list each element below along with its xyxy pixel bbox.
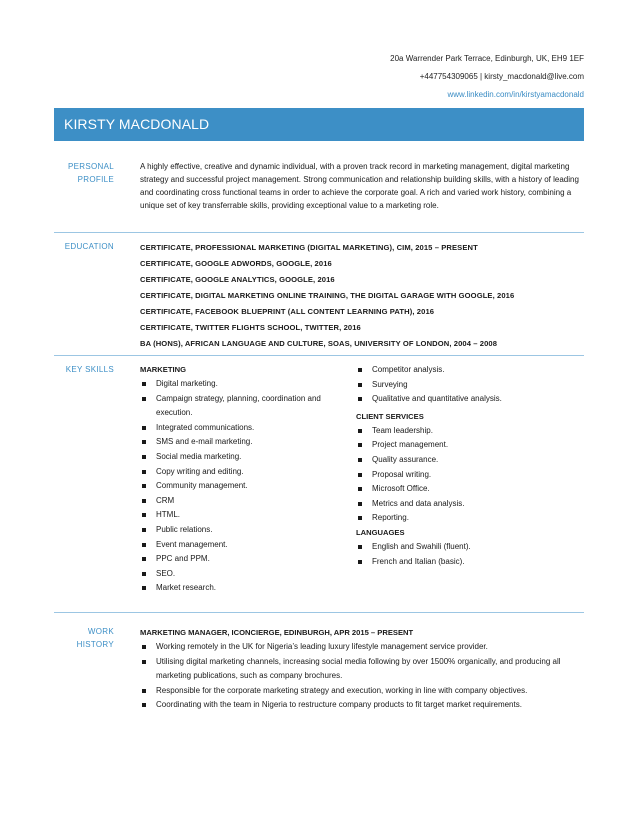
list-item-text: HTML.	[156, 510, 180, 520]
list-item	[140, 494, 350, 509]
section-divider	[54, 232, 584, 233]
bullet-icon	[142, 703, 146, 707]
profile-label-line1: PERSONAL	[68, 162, 114, 171]
marketing-heading: MARKETING	[140, 365, 186, 374]
bullet-icon	[358, 443, 362, 447]
education-item: CERTIFICATE, GOOGLE ANALYTICS, GOOGLE, 2016	[140, 275, 335, 284]
bullet-icon	[358, 560, 362, 564]
client-services-heading: CLIENT SERVICES	[356, 411, 424, 421]
profile-text: A highly effective, creative and dynamic individual, with a proven track record in marketing management, digital marketing strategy and successful project management. Strong communication and relationship building skills, with a history of leading and coordinating cross functional teams in order to achieve the corporate goal. A rich and varied work history, combining a unique set of key transferrable skills, providing exceptional value to a marketing role.	[140, 162, 579, 210]
contact-address: 20a Warrender Park Terrace, Edinburgh, UK, EH9 1EF	[390, 54, 584, 63]
list-item-text: Utilising digital marketing channels, increasing social media following by over 1500% organically, and producing all marketing publications, such as company brochures.	[156, 656, 561, 681]
list-item-text: Project management.	[372, 440, 449, 450]
bullet-icon	[142, 426, 146, 430]
list-item-text: Responsible for the corporate marketing strategy and execution, working in line with company objectives.	[156, 685, 528, 695]
bullet-icon	[358, 545, 362, 549]
bullet-icon	[142, 397, 146, 401]
section-divider	[54, 612, 584, 613]
contact-phone-email: +447754309065 | kirsty_macdonald@live.com	[419, 72, 584, 81]
education-list	[140, 240, 582, 352]
bullet-icon	[142, 484, 146, 488]
list-item	[356, 555, 582, 570]
candidate-name: KIRSTY MACDONALD	[64, 116, 210, 132]
list-item	[356, 438, 582, 453]
list-item-text: Event management.	[156, 539, 228, 549]
languages-list	[356, 540, 582, 569]
list-item-text: Surveying	[372, 379, 408, 389]
bullet-icon	[358, 473, 362, 477]
list-item	[356, 497, 582, 512]
bullet-icon	[142, 586, 146, 590]
contact-website-link[interactable]: www.linkedin.com/in/kirstyamacdonald	[447, 90, 584, 99]
bullet-icon	[358, 383, 362, 387]
education-item: CERTIFICATE, TWITTER FLIGHTS SCHOOL, TWITTER, 2016	[140, 323, 361, 332]
education-item: CERTIFICATE, PROFESSIONAL MARKETING (DIGITAL MARKETING), CIM, 2015 – PRESENT	[140, 243, 478, 252]
profile-label-line2: PROFILE	[77, 175, 114, 184]
list-item	[140, 523, 350, 538]
bullet-icon	[142, 543, 146, 547]
list-item	[140, 698, 582, 713]
list-item	[140, 479, 350, 494]
list-item-text: Working remotely in the UK for Nigeria’s leading luxury lifestyle management service provider.	[156, 642, 488, 651]
bullet-icon	[142, 557, 146, 561]
list-item	[140, 684, 582, 699]
list-item-text: Team leadership.	[372, 425, 433, 435]
list-item-text: Competitor analysis.	[372, 365, 445, 374]
skills-content	[140, 363, 582, 603]
list-item-text: Social media marketing.	[156, 451, 242, 461]
list-item-text: PPC and PPM.	[156, 554, 210, 564]
bullet-icon	[142, 689, 146, 693]
list-item	[140, 581, 350, 596]
list-item	[356, 378, 582, 393]
profile-content	[140, 160, 582, 212]
list-item-text: Integrated communications.	[156, 422, 255, 432]
list-item	[140, 377, 350, 392]
bullet-icon	[142, 499, 146, 503]
bullet-icon	[142, 455, 146, 459]
list-item	[356, 482, 582, 497]
list-item	[140, 421, 350, 436]
work-label-line2: HISTORY	[76, 640, 114, 649]
work-label	[54, 625, 114, 651]
bullet-icon	[358, 487, 362, 491]
bullet-icon	[142, 513, 146, 517]
list-item-text: Proposal writing.	[372, 469, 432, 479]
list-item	[356, 424, 582, 439]
list-item	[140, 392, 350, 421]
list-item	[356, 540, 582, 555]
bullet-icon	[358, 397, 362, 401]
profile-label	[54, 160, 114, 186]
list-item	[356, 468, 582, 483]
bullet-icon	[142, 440, 146, 444]
section-divider	[54, 355, 584, 356]
education-item: CERTIFICATE, DIGITAL MARKETING ONLINE TRAINING, THE DIGITAL GARAGE WITH GOOGLE, 2016	[140, 291, 515, 300]
bullet-icon	[142, 645, 146, 649]
bullet-icon	[358, 516, 362, 520]
list-item	[140, 640, 582, 655]
list-item	[356, 511, 582, 526]
list-item	[140, 567, 350, 582]
education-item: BA (HONS), AFRICAN LANGUAGE AND CULTURE, SOAS, UNIVERSITY OF LONDON, 2004 – 2008	[140, 339, 498, 348]
bullet-icon	[142, 382, 146, 386]
list-item-text: CRM	[156, 495, 175, 505]
bullet-icon	[358, 458, 362, 462]
list-item-text: Quality assurance.	[372, 454, 439, 464]
name-banner	[54, 108, 584, 141]
job-title: MARKETING MANAGER, ICONCIERGE, EDINBURGH, APR 2015 – PRESENT	[140, 628, 414, 637]
marketing-skills-list	[140, 377, 350, 596]
list-item	[140, 450, 350, 465]
list-item-text: Microsoft Office.	[372, 484, 430, 494]
bullet-icon	[142, 528, 146, 532]
languages-heading: LANGUAGES	[356, 527, 405, 537]
list-item	[140, 538, 350, 553]
list-item	[356, 392, 522, 407]
skills-left-column	[140, 363, 350, 596]
list-item-text: SEO.	[156, 568, 176, 578]
list-item-text: Digital marketing.	[156, 379, 218, 388]
list-item-text: Copy writing and editing.	[156, 466, 244, 476]
education-label: EDUCATION	[64, 242, 114, 251]
list-item	[140, 655, 582, 684]
list-item-text: Market research.	[156, 583, 217, 593]
bullet-icon	[142, 572, 146, 576]
list-item-text: English and Swahili (fluent).	[372, 541, 471, 551]
contact-block	[390, 50, 584, 104]
list-item-text: Campaign strategy, planning, coordination and execution.	[156, 393, 321, 418]
bullet-icon	[142, 470, 146, 474]
education-item: CERTIFICATE, FACEBOOK BLUEPRINT (ALL CONTENT LEARNING PATH), 2016	[140, 307, 435, 316]
list-item-text: Coordinating with the team in Nigeria to restructure company products to fit target market requirements.	[156, 700, 522, 710]
work-label-line1: WORK	[87, 627, 114, 636]
marketing-skills-more-list	[356, 363, 582, 407]
list-item	[356, 363, 582, 378]
list-item-text: Qualitative and quantitative analysis.	[372, 394, 502, 404]
list-item	[140, 508, 350, 523]
list-item-text: Metrics and data analysis.	[372, 498, 465, 508]
education-item: CERTIFICATE, GOOGLE ADWORDS, GOOGLE, 2016	[140, 259, 332, 268]
bullet-icon	[358, 429, 362, 433]
list-item-text: Community management.	[156, 481, 248, 491]
list-item-text: Public relations.	[156, 524, 213, 534]
client-services-list	[356, 424, 582, 526]
bullet-icon	[358, 502, 362, 506]
skills-right-column	[356, 363, 582, 569]
list-item-text: Reporting.	[372, 513, 409, 523]
skills-label: KEY SKILLS	[65, 365, 114, 374]
list-item	[140, 435, 350, 450]
job-duties-list	[140, 640, 582, 713]
list-item-text: SMS and e-mail marketing.	[156, 437, 253, 447]
list-item	[140, 465, 350, 480]
list-item	[140, 552, 350, 567]
bullet-icon	[142, 660, 146, 664]
work-content	[140, 625, 582, 713]
list-item	[356, 453, 582, 468]
list-item-text: French and Italian (basic).	[372, 556, 465, 566]
bullet-icon	[358, 368, 362, 372]
